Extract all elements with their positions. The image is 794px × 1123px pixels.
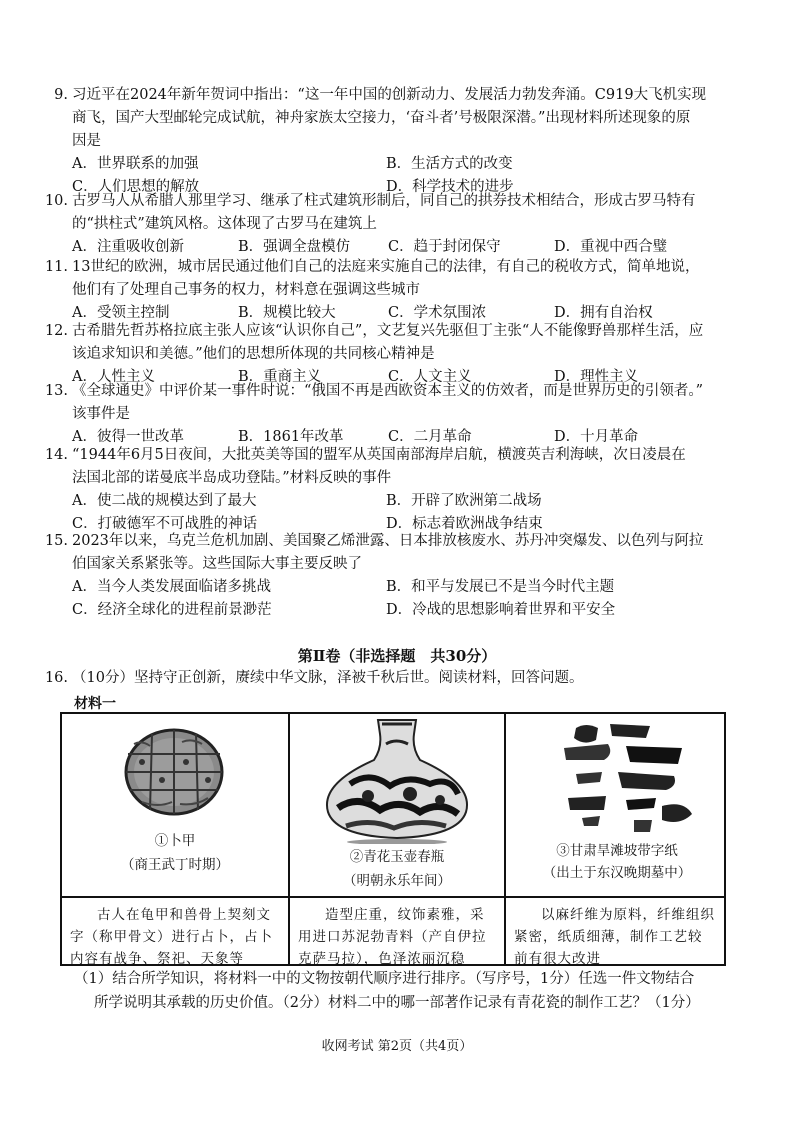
option-a: A．当今人类发展面临诸多挑战 [72, 579, 271, 595]
question-stem: 2023年以来，乌克兰危机加剧、美国聚乙烯泄露、日本排放核废水、苏丹冲突爆发、以色列与阿拉 [72, 533, 704, 549]
question-stem: （10分）坚持守正创新，赓续中华文脉，泽被千秋后世。阅读材料，回答问题。 [72, 670, 584, 686]
question-13 [38, 380, 758, 449]
artifact-caption: ②青花玉壶春瓶 [349, 849, 445, 865]
question-stem: 他们有了处理自己事务的权力，材料意在强调这些城市 [72, 282, 420, 298]
artifact-cell-1 [62, 714, 288, 894]
question-stem: 13世纪的欧洲，城市居民通过他们自己的法庭来实施自己的法律，有自己的税收方式，简单地说， [72, 259, 700, 275]
section-title: 第Ⅱ卷（非选择题 共30分） [297, 647, 497, 665]
artifact-description: 造型庄重，纹饰素雅，采用进口苏泥勃青料（产自伊拉克萨马拉），色泽浓丽沉稳 [298, 907, 487, 967]
question-stem: “1944年6月5日夜间，大批英美等国的盟军从英国南部海岸启航，横渡英吉利海峡，次日凌晨在 [72, 447, 686, 463]
option-b: B．强调全盘模仿 [238, 239, 351, 255]
artifact-description: 古人在龟甲和兽骨上契刻文字（称甲骨文）进行占卜，占卜内容有战争、祭祀、天象等 [70, 907, 273, 967]
artifact-period: （明朝永乐年间） [343, 873, 451, 889]
option-a: A．受领主控制 [72, 305, 170, 321]
question-stem: 《全球通史》中评价某一事件时说：“俄国不再是西欧资本主义的仿效者，而是世界历史的引领者。” [72, 383, 704, 399]
option-a: A．注重吸收创新 [72, 239, 184, 255]
question-14 [38, 444, 758, 536]
question-11 [38, 256, 758, 325]
question-9 [38, 84, 758, 199]
option-b: B．生活方式的改变 [386, 156, 513, 172]
option-b: B．重商主义 [238, 369, 322, 385]
option-b: B．开辟了欧洲第二战场 [386, 493, 542, 509]
option-b: B．1861年改革 [238, 429, 344, 445]
question-number: 14. [44, 447, 68, 463]
artifact-cell-3 [506, 714, 728, 894]
page-footer: 收网考试 第2页（共4页） [321, 1039, 473, 1054]
artifact-period: （商王武丁时期） [121, 857, 229, 873]
question-stem: 古希腊先哲苏格拉底主张人应该“认识你自己”，文艺复兴先驱但丁主张“人不能像野兽那样生活，应 [72, 323, 704, 339]
question-16 [38, 667, 758, 690]
option-a: A．世界联系的加强 [72, 156, 199, 172]
option-d: D．科学技术的进步 [386, 179, 514, 195]
question-12 [38, 320, 758, 389]
option-c: C．二月革命 [388, 429, 472, 445]
option-c: C．人文主义 [388, 369, 472, 385]
material-table [60, 712, 726, 966]
question-number: 10. [44, 193, 68, 209]
sub-question-text: （1）结合所学知识，将材料一中的文物按朝代顺序进行排序。（写序号，1分）任选一件文物结合 [74, 971, 695, 987]
artifact-description: 以麻纤维为原料，纤维组织紧密，纸质细薄，制作工艺较前有很大改进 [514, 907, 715, 967]
option-b: B．规模比较大 [238, 305, 336, 321]
question-10 [38, 190, 758, 259]
question-stem: 该追求知识和美德。”他们的思想所体现的共同核心精神是 [72, 346, 435, 362]
question-stem: 法国北部的诺曼底半岛成功登陆。”材料反映的事件 [72, 470, 392, 486]
question-stem: 该事件是 [72, 406, 130, 422]
question-15 [38, 530, 758, 622]
artifact-cell-2 [290, 714, 504, 894]
option-c: C．趋于封闭保守 [388, 239, 501, 255]
option-d: D．标志着欧洲战争结束 [386, 516, 543, 532]
question-stem: 伯国家关系紧张等。这些国际大事主要反映了 [72, 556, 362, 572]
question-number: 16. [44, 670, 68, 686]
question-number: 9. [54, 87, 68, 103]
option-c: C．打破德军不可战胜的神话 [72, 516, 258, 532]
option-d: D．理性主义 [554, 369, 639, 385]
question-stem: 古罗马人从希腊人那里学习、继承了柱式建筑形制后，同自己的拱券技术相结合，形成古罗马特有 [72, 193, 696, 209]
option-d: D．拥有自治权 [554, 305, 653, 321]
question-number: 13. [44, 383, 68, 399]
question-number: 11. [44, 259, 68, 275]
question-number: 15. [44, 533, 68, 549]
options [38, 576, 758, 622]
oracle-bone-image [62, 714, 288, 824]
paper-fragments-image [506, 714, 728, 838]
question-number: 12. [44, 323, 68, 339]
question-stem: 商飞，国产大型邮轮完成试航，神舟家族太空接力，‘奋斗者’号极限深潜。”出现材料所述现象的原 [72, 110, 691, 126]
option-c: C．人们思想的解放 [72, 179, 200, 195]
option-a: A．使二战的规模达到了最大 [72, 493, 257, 509]
artifact-caption: ①卜甲 [154, 833, 196, 849]
option-d: D．重视中西合璧 [554, 239, 668, 255]
question-stem: 的“拱柱式”建筑风格。这体现了古罗马在建筑上 [72, 216, 377, 232]
option-a: A．人性主义 [72, 369, 155, 385]
artifact-period: （出土于东汉晚期墓中） [542, 865, 692, 881]
question-stem: 因是 [72, 133, 101, 149]
sub-question-text: 所学说明其承载的历史价值。（2分）材料二中的哪一部著作记录有青花瓷的制作工艺？（1分） [94, 995, 700, 1011]
option-b: B．和平与发展已不是当今时代主题 [386, 579, 615, 595]
option-c: C．经济全球化的进程前景渺茫 [72, 602, 272, 618]
sub-question-1 [74, 967, 734, 1015]
artifact-caption: ③甘肃旱滩坡带字纸 [556, 843, 678, 859]
option-a: A．彼得一世改革 [72, 429, 184, 445]
option-c: C．学术氛围浓 [388, 305, 487, 321]
material-label: 材料一 [74, 696, 116, 712]
question-stem: 习近平在2024年新年贺词中指出：“这一年中国的创新动力、发展活力勃发奔涌。C919大飞机实现 [72, 87, 707, 103]
option-d: D．冷战的思想影响着世界和平安全 [386, 602, 616, 618]
option-d: D．十月革命 [554, 429, 639, 445]
blue-white-vase-image [290, 714, 504, 844]
